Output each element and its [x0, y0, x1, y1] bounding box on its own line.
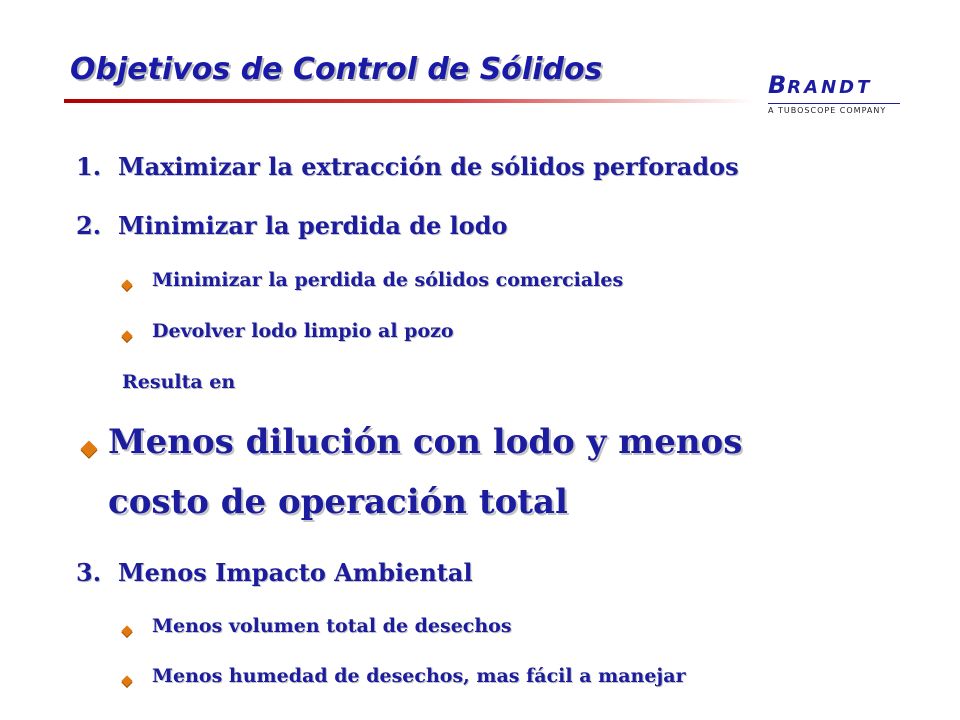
bullet-diamond-icon [121, 675, 132, 686]
brandt-logo [768, 72, 900, 115]
objective-3 [76, 558, 473, 587]
objective-3-bullet-2: Menos humedad de desechos, mas fácil a manejar [152, 665, 686, 687]
objective-2-bullet-2: Devolver lodo limpio al pozo [152, 320, 454, 342]
result-line-1: Menos dilución con lodo y menos [108, 422, 743, 462]
objective-3-bullet-1: Menos volumen total de desechos [152, 615, 512, 637]
objective-2-number: 2. [76, 211, 102, 240]
bullet-diamond-icon [81, 441, 98, 458]
objective-2-bullet-1: Minimizar la perdida de sólidos comerciales [152, 269, 624, 291]
objective-2-text: Minimizar la perdida de lodo [118, 211, 508, 240]
bullet-diamond-icon [121, 625, 132, 636]
objective-3-number: 3. [76, 558, 102, 587]
objective-1-text: Maximizar la extracción de sólidos perforados [118, 152, 739, 181]
objective-1-number: 1. [76, 152, 102, 181]
logo-tagline: A TUBOSCOPE COMPANY [768, 103, 900, 115]
result-line-2: costo de operación total [108, 482, 568, 522]
bullet-diamond-icon [121, 279, 132, 290]
objective-1 [76, 152, 739, 181]
objective-3-text: Menos Impacto Ambiental [118, 558, 473, 587]
objective-2 [76, 211, 508, 240]
result-label: Resulta en [122, 371, 236, 393]
logo-name [768, 72, 900, 101]
title-underline [64, 99, 754, 103]
slide-title: Objetivos de Control de Sólidos [70, 52, 603, 87]
logo-first-letter: B [768, 71, 788, 99]
logo-rest: RANDT [787, 77, 873, 98]
bullet-diamond-icon [121, 330, 132, 341]
